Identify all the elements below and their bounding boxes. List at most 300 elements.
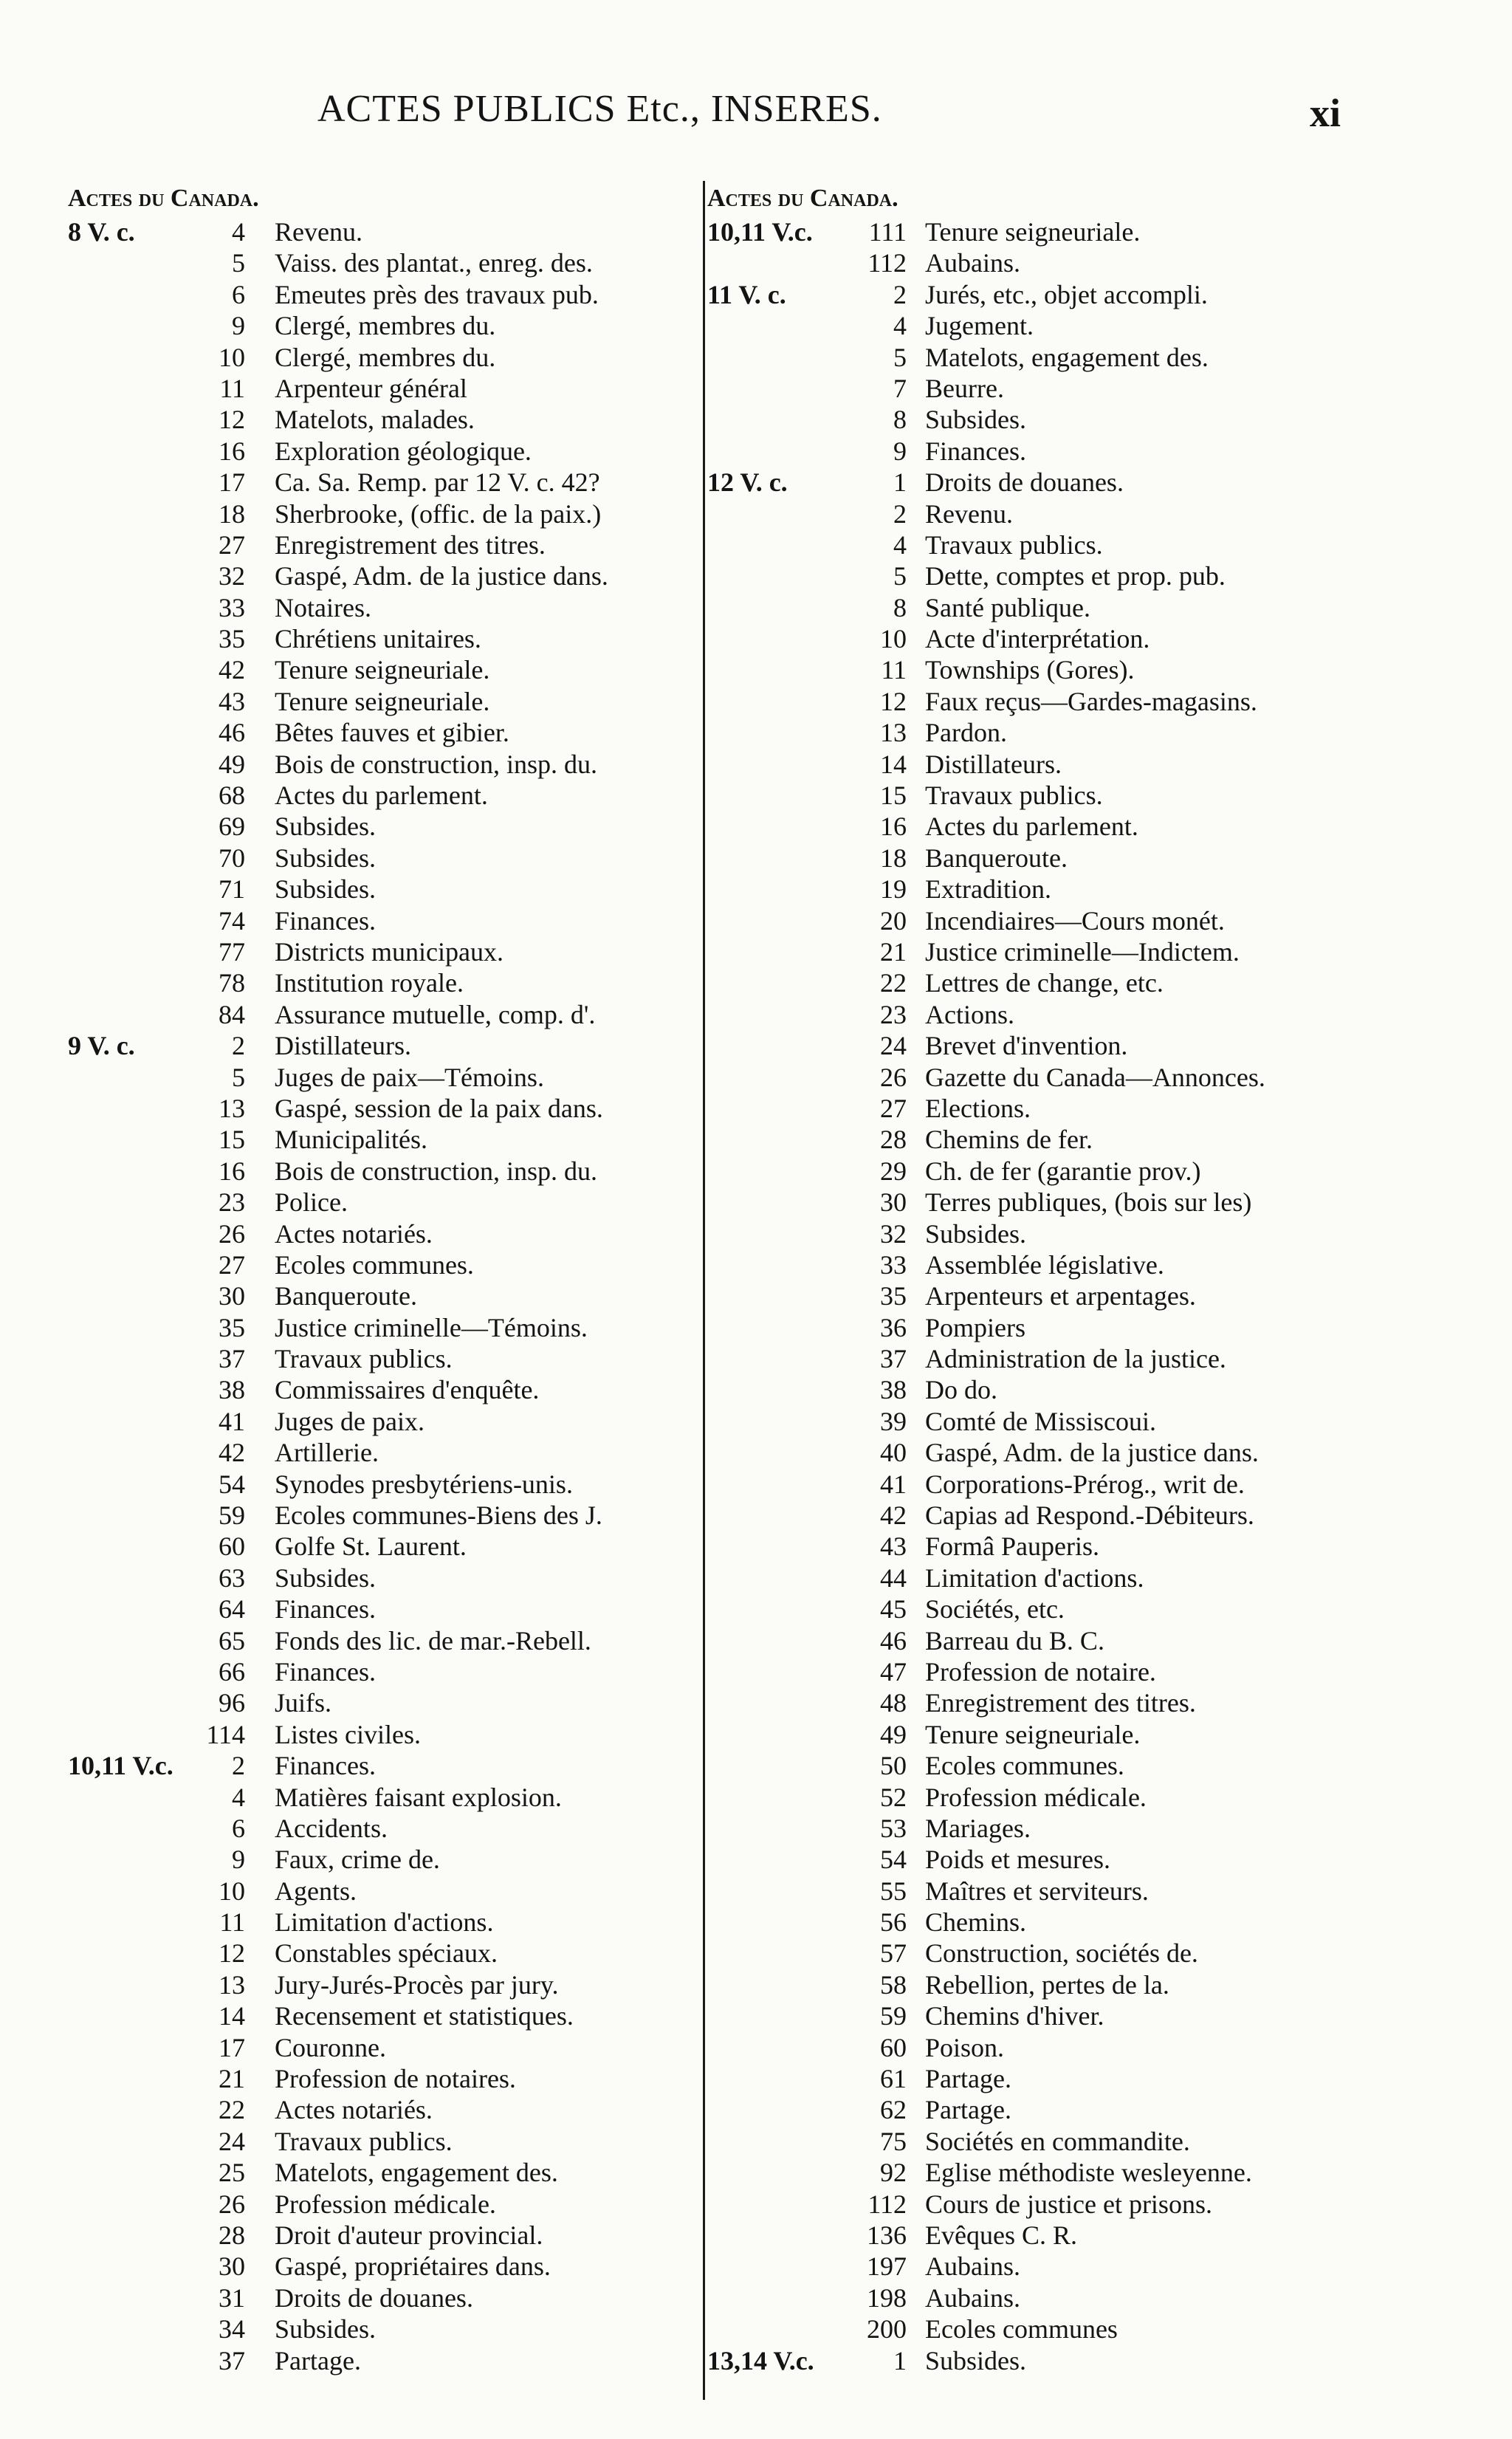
index-entry [68, 2094, 703, 2125]
act-number: 13 [880, 718, 907, 748]
act-number: 60 [219, 1531, 245, 1562]
act-subject: Partage. [925, 2095, 1011, 2125]
index-entry [707, 436, 1446, 467]
act-number: 23 [219, 1187, 245, 1218]
index-entry [707, 654, 1446, 685]
left-entries-list [68, 216, 703, 2376]
session-label: 9 V. c. [68, 1031, 135, 1061]
index-entry [68, 936, 703, 967]
act-number: 15 [219, 1125, 245, 1155]
act-subject: Partage. [275, 2345, 361, 2375]
act-subject: Arpenteur général [275, 373, 467, 403]
act-number: 27 [219, 1249, 245, 1280]
act-number: 17 [219, 2032, 245, 2062]
act-number: 35 [219, 624, 245, 654]
index-entry [68, 811, 703, 842]
act-subject: Elections. [925, 1093, 1031, 1123]
act-number: 30 [219, 2251, 245, 2282]
act-subject: Matelots, malades. [275, 405, 475, 435]
act-number: 35 [880, 1281, 907, 1311]
index-entry [68, 717, 703, 748]
act-subject: Tenure seigneuriale. [275, 686, 490, 716]
act-number: 12 [219, 1938, 245, 1969]
act-subject: Limitation d'actions. [925, 1562, 1144, 1593]
index-entry [68, 967, 703, 998]
act-number: 6 [232, 1813, 245, 1843]
act-subject: Arpenteurs et arpentages. [925, 1281, 1196, 1311]
index-entry [707, 2032, 1446, 2063]
act-subject: Actes du parlement. [275, 781, 488, 811]
act-number: 74 [219, 905, 245, 936]
act-subject: Dette, comptes et prop. pub. [925, 561, 1226, 591]
act-number: 10 [219, 342, 245, 372]
act-number: 11 [219, 373, 245, 403]
act-number: 37 [219, 2345, 245, 2375]
act-subject: Artillerie. [275, 1438, 379, 1468]
index-entry [707, 749, 1446, 780]
index-entry [707, 1907, 1446, 1938]
act-subject: Administration de la justice. [925, 1344, 1226, 1374]
act-number: 47 [880, 1656, 907, 1687]
running-header-title: ACTES PUBLICS Etc., INSERES. [317, 88, 882, 130]
act-number: 200 [867, 2314, 907, 2344]
index-entry [707, 874, 1446, 905]
act-subject: Aubains. [925, 2282, 1020, 2313]
index-entry [707, 1531, 1446, 1562]
act-number: 63 [219, 1562, 245, 1593]
act-subject: Subsides. [925, 1218, 1027, 1249]
act-subject: Chrétiens unitaires. [275, 624, 481, 654]
act-number: 26 [880, 1062, 907, 1092]
act-number: 16 [880, 812, 907, 842]
act-number: 5 [893, 342, 907, 372]
index-entry [707, 1938, 1446, 1969]
act-subject: Townships (Gores). [925, 655, 1135, 685]
act-subject: Finances. [275, 1594, 376, 1625]
act-number: 21 [219, 2064, 245, 2094]
index-entry [68, 1437, 703, 1468]
act-subject: Juifs. [275, 1688, 332, 1718]
index-entry [707, 1656, 1446, 1687]
index-entry [707, 1594, 1446, 1625]
act-number: 32 [219, 561, 245, 591]
index-entry [707, 592, 1446, 623]
index-entry [68, 623, 703, 654]
index-entry [707, 967, 1446, 998]
act-number: 8 [893, 405, 907, 435]
act-number: 96 [219, 1688, 245, 1718]
act-subject: Droit d'auteur provincial. [275, 2220, 543, 2250]
index-entry [68, 373, 703, 404]
act-number: 4 [232, 217, 245, 247]
index-entry [68, 342, 703, 373]
act-subject: Ca. Sa. Remp. par 12 V. c. 42? [275, 467, 600, 498]
act-subject: Comté de Missiscoui. [925, 1406, 1156, 1436]
index-entry [707, 623, 1446, 654]
act-subject: Emeutes près des travaux pub. [275, 279, 599, 309]
act-number: 26 [219, 2189, 245, 2219]
act-subject: Profession de notaire. [925, 1656, 1156, 1687]
act-subject: Distillateurs. [925, 749, 1062, 779]
index-entry [68, 1531, 703, 1562]
act-subject: Acte d'interprétation. [925, 624, 1150, 654]
index-entry [68, 2313, 703, 2344]
act-number: 1 [893, 2345, 907, 2375]
index-entry [707, 1562, 1446, 1594]
index-entry [707, 1782, 1446, 1813]
act-number: 15 [880, 781, 907, 811]
index-entry [707, 1969, 1446, 2000]
act-number: 136 [867, 2220, 907, 2250]
act-subject: Juges de paix—Témoins. [275, 1062, 544, 1092]
act-number: 1 [893, 467, 907, 498]
act-subject: Listes civiles. [275, 1719, 421, 1749]
index-entry [707, 310, 1446, 341]
act-number: 9 [232, 311, 245, 341]
act-subject: Travaux publics. [275, 1344, 453, 1374]
act-subject: Bois de construction, insp. du. [275, 1156, 597, 1186]
act-number: 49 [880, 1719, 907, 1749]
index-entry [68, 1218, 703, 1249]
act-number: 53 [880, 1813, 907, 1843]
page-number: xi [1310, 91, 1341, 135]
session-label: 10,11 V.c. [68, 1751, 173, 1781]
index-entry [707, 2126, 1446, 2157]
index-entry [68, 1594, 703, 1625]
act-number: 64 [219, 1594, 245, 1625]
index-entry [707, 342, 1446, 373]
act-subject: Limitation d'actions. [275, 1907, 494, 1938]
act-number: 45 [880, 1594, 907, 1625]
act-number: 10 [219, 1876, 245, 1906]
act-number: 38 [880, 1375, 907, 1405]
act-number: 43 [880, 1531, 907, 1562]
session-label: 13,14 V.c. [707, 2345, 814, 2375]
act-number: 54 [880, 1845, 907, 1875]
act-subject: Matelots, engagement des. [275, 2158, 558, 2188]
act-number: 57 [880, 1938, 907, 1969]
index-entry [707, 529, 1446, 560]
index-entry [68, 1187, 703, 1218]
act-number: 111 [868, 217, 907, 247]
index-entry [707, 2094, 1446, 2125]
act-subject: Beurre. [925, 373, 1004, 403]
index-entry [68, 1343, 703, 1374]
index-entry [707, 686, 1446, 717]
index-entry [68, 1500, 703, 1531]
act-subject: Subsides. [925, 2345, 1027, 2375]
act-number: 22 [219, 2095, 245, 2125]
index-entry [68, 1625, 703, 1656]
index-entry [68, 310, 703, 341]
act-subject: Extradition. [925, 874, 1051, 905]
act-subject: Terres publiques, (bois sur les) [925, 1187, 1252, 1218]
index-entry [707, 1062, 1446, 1093]
act-subject: Barreau du B. C. [925, 1625, 1104, 1656]
act-subject: Poids et mesures. [925, 1845, 1110, 1875]
index-entry [68, 1374, 703, 1405]
act-number: 9 [232, 1845, 245, 1875]
index-entry [68, 1782, 703, 1813]
act-subject: Bois de construction, insp. du. [275, 749, 597, 779]
act-number: 32 [880, 1218, 907, 1249]
index-entry [68, 749, 703, 780]
act-subject: Jugement. [925, 311, 1034, 341]
index-entry [707, 1218, 1446, 1249]
act-subject: Gazette du Canada—Annonces. [925, 1062, 1265, 1092]
act-number: 7 [893, 373, 907, 403]
act-subject: Police. [275, 1187, 348, 1218]
act-subject: Actes notariés. [275, 1218, 433, 1249]
act-number: 22 [880, 968, 907, 998]
index-entry [707, 1343, 1446, 1374]
act-number: 14 [219, 2001, 245, 2031]
index-entry [707, 2282, 1446, 2313]
index-entry [68, 279, 703, 310]
index-entry [707, 1813, 1446, 1844]
act-number: 41 [880, 1469, 907, 1499]
act-subject: Bêtes fauves et gibier. [275, 718, 509, 748]
act-number: 30 [880, 1187, 907, 1218]
act-subject: Banqueroute. [275, 1281, 417, 1311]
act-subject: Droits de douanes. [275, 2282, 473, 2313]
act-subject: Do do. [925, 1375, 997, 1405]
act-subject: Tenure seigneuriale. [275, 655, 490, 685]
act-number: 65 [219, 1625, 245, 1656]
act-subject: Ecoles communes [925, 2314, 1118, 2344]
act-subject: Finances. [275, 1751, 376, 1781]
act-subject: Institution royale. [275, 968, 464, 998]
index-entry [707, 2157, 1446, 2188]
act-number: 4 [893, 311, 907, 341]
index-entry [68, 404, 703, 435]
index-entry [68, 1813, 703, 1844]
index-entry [68, 1844, 703, 1875]
act-number: 36 [880, 1312, 907, 1342]
act-subject: Ecoles communes. [925, 1751, 1124, 1781]
act-subject: Chemins. [925, 1907, 1027, 1938]
index-entry [68, 1093, 703, 1124]
index-entry [707, 2220, 1446, 2251]
act-number: 25 [219, 2158, 245, 2188]
act-number: 30 [219, 1281, 245, 1311]
index-entry [707, 811, 1446, 842]
index-entry [707, 1156, 1446, 1187]
act-number: 198 [867, 2282, 907, 2313]
act-number: 46 [219, 718, 245, 748]
index-entry [707, 1625, 1446, 1656]
act-subject: Faux, crime de. [275, 1845, 440, 1875]
act-subject: Mariages. [925, 1813, 1031, 1843]
act-subject: Districts municipaux. [275, 936, 504, 967]
act-subject: Assemblée législative. [925, 1249, 1164, 1280]
act-subject: Matelots, engagement des. [925, 342, 1209, 372]
act-number: 62 [880, 2095, 907, 2125]
act-subject: Subsides. [275, 874, 377, 905]
act-number: 38 [219, 1375, 245, 1405]
act-subject: Travaux publics. [275, 2126, 453, 2156]
left-column-heading: Actes du Canada. [68, 185, 259, 212]
act-subject: Ecoles communes-Biens des J. [275, 1500, 602, 1531]
act-subject: Subsides. [275, 812, 377, 842]
act-subject: Profession médicale. [275, 2189, 496, 2219]
act-subject: Formâ Pauperis. [925, 1531, 1099, 1562]
act-subject: Sherbrooke, (offic. de la paix.) [275, 498, 602, 529]
act-subject: Droits de douanes. [925, 467, 1124, 498]
act-subject: Golfe St. Laurent. [275, 1531, 467, 1562]
act-number: 66 [219, 1656, 245, 1687]
act-number: 19 [880, 874, 907, 905]
act-number: 41 [219, 1406, 245, 1436]
act-number: 6 [232, 279, 245, 309]
column-divider [703, 181, 705, 2400]
act-number: 4 [232, 1782, 245, 1812]
act-subject: Chemins de fer. [925, 1125, 1093, 1155]
index-entry [707, 1406, 1446, 1437]
index-entry [707, 1719, 1446, 1750]
index-entry [68, 2157, 703, 2188]
index-entry [707, 1437, 1446, 1468]
index-entry [707, 1312, 1446, 1343]
act-number: 40 [880, 1438, 907, 1468]
act-number: 18 [219, 498, 245, 529]
index-entry [68, 560, 703, 591]
index-entry [707, 1093, 1446, 1124]
act-number: 84 [219, 999, 245, 1029]
act-number: 12 [219, 405, 245, 435]
act-number: 77 [219, 936, 245, 967]
act-subject: Clergé, membres du. [275, 311, 496, 341]
act-subject: Profession médicale. [925, 1782, 1147, 1812]
act-number: 18 [880, 843, 907, 873]
index-entry [68, 1750, 703, 1781]
act-number: 35 [219, 1312, 245, 1342]
index-entry [707, 1876, 1446, 1907]
act-subject: Partage. [925, 2064, 1011, 2094]
act-subject: Municipalités. [275, 1125, 427, 1155]
act-subject: Brevet d'invention. [925, 1031, 1128, 1061]
index-entry [707, 1687, 1446, 1718]
act-number: 59 [219, 1500, 245, 1531]
index-entry [68, 1687, 703, 1718]
index-entry [707, 216, 1446, 247]
act-number: 2 [232, 1751, 245, 1781]
act-number: 24 [219, 2126, 245, 2156]
index-entry [68, 686, 703, 717]
act-subject: Pompiers [925, 1312, 1026, 1342]
act-subject: Constables spéciaux. [275, 1938, 498, 1969]
index-entry [68, 216, 703, 247]
act-number: 8 [893, 592, 907, 622]
index-entry [68, 843, 703, 874]
index-entry [707, 905, 1446, 936]
index-entry [68, 2126, 703, 2157]
index-entry [707, 373, 1446, 404]
act-number: 26 [219, 1218, 245, 1249]
index-entry [68, 2282, 703, 2313]
act-number: 44 [880, 1562, 907, 1593]
act-number: 33 [880, 1249, 907, 1280]
act-number: 114 [206, 1719, 245, 1749]
act-subject: Subsides. [925, 405, 1027, 435]
act-number: 10 [880, 624, 907, 654]
left-column [68, 181, 703, 2404]
index-entry [68, 1124, 703, 1155]
act-subject: Synodes presbytériens-unis. [275, 1469, 573, 1499]
index-entry [68, 2063, 703, 2094]
act-number: 13 [219, 1093, 245, 1123]
act-subject: Sociétés en commandite. [925, 2126, 1190, 2156]
session-label: 11 V. c. [707, 279, 786, 309]
index-entry [68, 1876, 703, 1907]
act-subject: Jury-Jurés-Procès par jury. [275, 1969, 559, 2000]
act-number: 39 [880, 1406, 907, 1436]
act-number: 68 [219, 781, 245, 811]
act-subject: Clergé, membres du. [275, 342, 496, 372]
act-number: 46 [880, 1625, 907, 1656]
index-entry [68, 1406, 703, 1437]
index-entry [707, 467, 1446, 498]
act-subject: Exploration géologique. [275, 436, 532, 466]
act-number: 37 [219, 1344, 245, 1374]
act-subject: Corporations-Prérog., writ de. [925, 1469, 1245, 1499]
index-entry [68, 654, 703, 685]
act-subject: Justice criminelle—Témoins. [275, 1312, 588, 1342]
act-number: 29 [880, 1156, 907, 1186]
act-subject: Matières faisant explosion. [275, 1782, 562, 1812]
act-number: 16 [219, 1156, 245, 1186]
act-number: 5 [232, 1062, 245, 1092]
index-entry [707, 247, 1446, 278]
act-number: 48 [880, 1688, 907, 1718]
act-number: 23 [880, 999, 907, 1029]
act-subject: Revenu. [275, 217, 362, 247]
index-entry [68, 1156, 703, 1187]
index-entry [707, 2189, 1446, 2220]
index-entry [707, 1500, 1446, 1531]
index-entry [707, 843, 1446, 874]
index-entry [68, 905, 703, 936]
act-number: 69 [219, 812, 245, 842]
act-subject: Agents. [275, 1876, 357, 1906]
act-number: 31 [219, 2282, 245, 2313]
act-subject: Recensement et statistiques. [275, 2001, 574, 2031]
index-entry [68, 1969, 703, 2000]
act-number: 2 [893, 279, 907, 309]
index-entry [707, 1280, 1446, 1311]
act-subject: Aubains. [925, 2251, 1020, 2282]
act-subject: Pardon. [925, 718, 1007, 748]
index-entry [707, 1469, 1446, 1500]
act-subject: Sociétés, etc. [925, 1594, 1065, 1625]
act-number: 71 [219, 874, 245, 905]
act-subject: Lettres de change, etc. [925, 968, 1164, 998]
index-entry [707, 1374, 1446, 1405]
index-entry [707, 2345, 1446, 2376]
act-subject: Actes du parlement. [925, 812, 1138, 842]
act-number: 16 [219, 436, 245, 466]
act-subject: Aubains. [925, 248, 1020, 278]
act-number: 42 [219, 1438, 245, 1468]
index-entry [68, 2220, 703, 2251]
index-entry [68, 2189, 703, 2220]
act-number: 52 [880, 1782, 907, 1812]
act-number: 28 [880, 1125, 907, 1155]
act-subject: Tenure seigneuriale. [925, 1719, 1141, 1749]
act-number: 55 [880, 1876, 907, 1906]
act-number: 42 [219, 655, 245, 685]
index-entry [707, 1844, 1446, 1875]
